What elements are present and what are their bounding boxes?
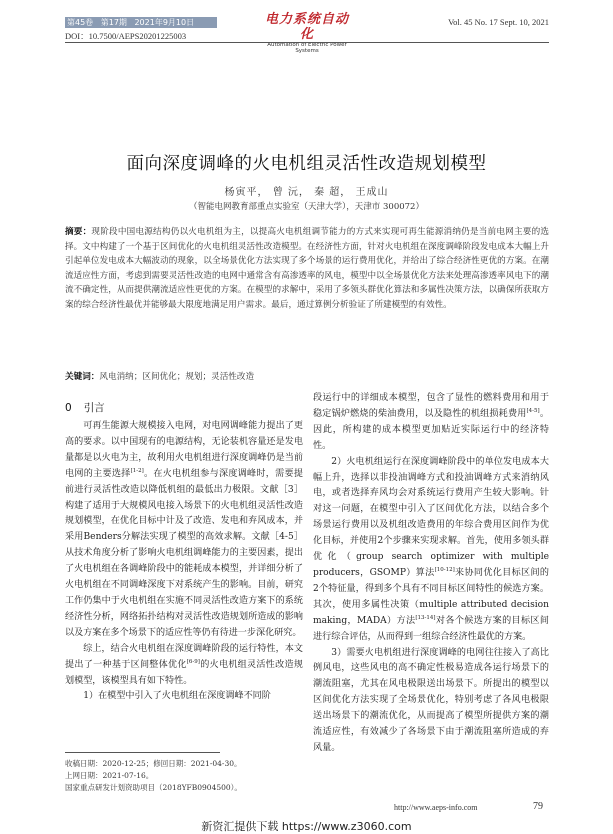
section-title: 引言 <box>83 402 105 414</box>
citation: [4-5] <box>526 407 540 414</box>
download-watermark: 新资汇提供下载 https://www.z3060.com <box>201 820 412 833</box>
section-heading <box>65 400 105 415</box>
doi: DOI：10.7500/AEPS20201225003 <box>65 31 187 41</box>
footnote-divider <box>65 752 220 753</box>
citation: [1-2] <box>130 467 144 474</box>
citation-info: Vol. 45 No. 17 Sept. 10, 2021 <box>448 17 549 27</box>
issue: 第17期 <box>100 18 127 27</box>
paragraph: 3）需要火电机组进行深度调峰的电网往往接入了高比例风电，这些风电的高不确定性极易造成各运行场景下的潮流阻塞，尤其在风电极限送出场景下。所提出的模型以区间优化方法实现了全场景优化，特别考虑了各风电极限送出场景下的潮流优化，从而提高了模型所提供方案的潮流适应性，有效减少了各场景下由于潮流阻塞所造成的弃风量。 <box>313 647 549 753</box>
paragraph: 2）火电机组运行在深度调峰阶段中的单位发电成本大幅上升，选择以非投油调峰方式和投油调峰方式来消纳风电，或者选择弃风均会对系统运行费用产生较大影响。针对这一问题，在模型中引入了区间优化方法，以结合多个场景运行费用以及机组改造费用的年综合费用区间作为优化目标，并使用2个步骤来实现求解。首先，使用多领头群优化（group search optimizer with multiple producers，GSOMP）算法[10-12]来协同优化目标区间的2个特征量，得到多个具有不同目标区间特性的候选方案。其次，使用多属性决策（multiple attributed decision making，MADA）方法[13-14]对各个候选方案的目标区间进行综合评估，从而得到一组综合经济性最优的方案。 <box>313 456 549 642</box>
affiliation: （智能电网教育部重点实验室（天津大学），天津市 300072） <box>189 202 424 212</box>
keywords <box>65 370 254 382</box>
journal-title-cn: 电力系统自动化 <box>264 12 349 42</box>
paragraph: 段运行中的详细成本模型，包含了显性的燃料费用和用于稳定锅炉燃烧的柴油费用，以及隐性的机组损耗费用[4-5]。因此，所构建的成本模型更加贴近实际运行中的经济特性。 <box>313 393 549 451</box>
citation: [13-14] <box>415 614 436 621</box>
citation: [10-12] <box>434 566 455 573</box>
issue-date: 2021年9月10日 <box>134 18 195 27</box>
paragraph: 可再生能源大规模接入电网，对电网调峰能力提出了更高的要求。以中国现有的电源结构，无论装机容量还是发电量都是以火电为主，故利用火电机组进行深度调峰仍是当前电网的主要选择[1-2]。在火电机组参与深度调峰时，需要提前进行灵活性改造以降低机组的最低出力极限。文献［3］构建了适用于大规模风电接入场景下的火电机组灵活性改造规划模型，在优化目标中计及了改造、发电和弃风成本，并采用Benders分解法实现了模型的高效求解。文献［4-5］从技术角度分析了影响火电机组调峰能力的主要因素，提出了火电机组在各调峰阶段中的能耗成本模型，并详细分析了火电机组在不同调峰深度下对系统产生的影响。目前，研究工作仍集中于火电机组在实施不同灵活性改造方案下的系统经济性分析，网络拓扑结构对灵活性改造规划所造成的影响以及方案在多个场景下的适应性等仍有待进一步深化研究。 <box>65 421 303 638</box>
paper-title: 面向深度调峰的火电机组灵活性改造规划模型 <box>126 154 487 174</box>
footnotes <box>65 758 242 794</box>
authors: 杨寅平， 曾 沅， 秦 超， 王成山 <box>224 187 389 198</box>
paragraph: 1）在模型中引入了火电机组在深度调峰不同阶 <box>83 691 271 702</box>
keywords-text: 风电消纳；区间优化；规划；灵活性改造 <box>99 372 255 382</box>
abstract-label: 摘要： <box>65 227 92 237</box>
volume: 第45卷 <box>67 18 94 27</box>
citation: [6-9] <box>186 658 200 665</box>
header-divider <box>65 42 549 43</box>
page-number: 79 <box>533 801 543 812</box>
issue-banner <box>65 17 217 28</box>
funding: 国家重点研发计划资助项目（2018YFB0904500）。 <box>65 783 242 792</box>
left-column <box>65 419 303 705</box>
journal-logo <box>262 12 352 54</box>
keywords-label: 关键词： <box>65 372 100 382</box>
abstract-text: 现阶段中国电源结构仍以火电机组为主，以提高火电机组调节能力的方式来实现可再生能源消纳仍是当前电网主要的选择。文中构建了一个基于区间优化的火电机组灵活性改造模型。在经济性方面，针对火电机组在深度调峰阶段发电成本大幅上升引起单位发电成本大幅波动的现象，以全场景优化方法实现了多个场景的运行费用优化，并给出了综合经济性更优的方案。在潮流适应性方面，考虑到需要灵活性改造的电网中通常含有高渗透率的风电，模型中以全场景优化方法来处理高渗透率风电下的潮流不确定性，从而提供潮流适应性更优的方案。在模型的求解中，采用了多领头群优化算法和多属性决策方法，以确保所获取方案的综合经济性最优并能够最大限度地满足用户需求。最后，通过算例分析验证了所建模型的有效性。 <box>65 227 549 310</box>
paragraph: 综上，结合火电机组在深度调峰阶段的运行特性，本文提出了一种基于区间整体优化[6-9]的火电机组灵活性改造规划模型，该模型具有如下特性。 <box>65 643 303 686</box>
footer-url[interactable]: http://www.aeps-info.com <box>394 803 478 812</box>
right-column <box>313 391 549 757</box>
received-date: 收稿日期：2020-12-25；修回日期：2021-04-30。 <box>65 759 242 768</box>
section-number: 0 <box>65 402 72 414</box>
abstract <box>65 225 549 313</box>
journal-title-en: Automation of Electric Power Systems <box>267 42 347 54</box>
online-date: 上网日期：2021-07-16。 <box>65 771 154 780</box>
